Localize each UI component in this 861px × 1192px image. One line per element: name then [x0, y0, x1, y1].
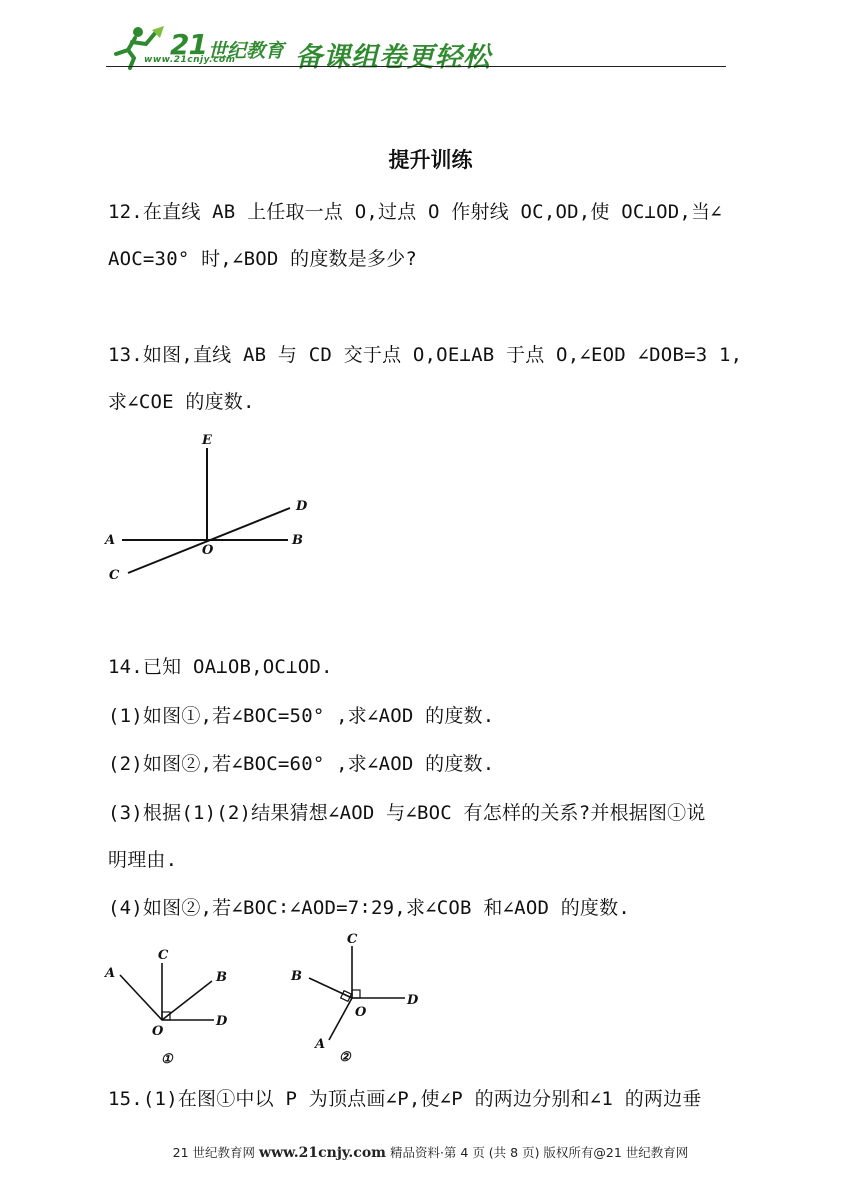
page-footer: [0, 1143, 861, 1161]
logo-brand: 世纪教育: [208, 40, 285, 62]
q12-line-1: 12.在直线 AB 上任取一点 O,过点 O 作射线 OC,OD,使 OC⊥OD,当∠: [108, 201, 722, 223]
label-B: B: [216, 970, 227, 985]
label-A: A: [315, 1037, 326, 1052]
q14-stem: 14.已知 OA⊥OB,OC⊥OD.: [108, 656, 333, 678]
label-C: C: [347, 932, 358, 947]
q15-line-1: 15.(1)在图①中以 P 为顶点画∠P,使∠P 的两边分别和∠1 的两边垂: [108, 1088, 702, 1110]
logo-url: www.21cnjy.com: [144, 55, 236, 65]
ray-OB: [309, 978, 352, 998]
label-B: B: [292, 533, 303, 548]
figure-caption: ②: [339, 1050, 351, 1065]
q14-part-3-line-2: 明理由.: [108, 849, 178, 871]
q14-part-2: (2)如图②,若∠BOC=60° ,求∠AOD 的度数.: [108, 753, 495, 775]
q13-figure: [100, 428, 320, 588]
header-divider: [106, 66, 726, 67]
footer-left: 21 世纪教育网: [172, 1145, 260, 1160]
label-E: E: [202, 433, 212, 448]
label-D: D: [296, 499, 308, 514]
label-A: A: [105, 966, 116, 981]
label-O: O: [355, 1005, 367, 1020]
footer-right: 精品资料·第 4 页 (共 8 页) 版权所有@21 世纪教育网: [385, 1145, 689, 1160]
label-O: O: [152, 1024, 164, 1039]
figure-caption: ①: [161, 1052, 173, 1067]
logo-number: 21: [170, 28, 207, 61]
ray-OA: [329, 998, 352, 1040]
label-A: A: [105, 533, 116, 548]
q13-line-2: 求∠COE 的度数.: [108, 391, 255, 413]
q12-line-2: AOC=30° 时,∠BOD 的度数是多少?: [108, 248, 417, 270]
q14-part-1: (1)如图①,若∠BOC=50° ,求∠AOD 的度数.: [108, 705, 495, 727]
label-C: C: [158, 948, 169, 963]
q13-line-1: 13.如图,直线 AB 与 CD 交于点 O,OE⊥AB 于点 O,∠EOD ∠DOB=3 1,: [108, 344, 743, 366]
label-C: C: [109, 568, 120, 583]
q14-part-3-line-1: (3)根据(1)(2)结果猜想∠AOD 与∠BOC 有怎样的关系?并根据图①说: [108, 802, 706, 824]
header-logo: [108, 24, 528, 72]
label-B: B: [291, 969, 302, 984]
header-slogan: 备课组卷更轻松: [295, 42, 491, 73]
label-D: D: [407, 993, 419, 1008]
label-O: O: [202, 543, 214, 558]
q14-part-4: (4)如图②,若∠BOC∶∠AOD=7∶29,求∠COB 和∠AOD 的度数.: [108, 897, 630, 919]
q14-figure-2: [285, 928, 435, 1070]
footer-url[interactable]: www.21cnjy.com: [259, 1145, 386, 1161]
right-angle-mark: [352, 990, 360, 998]
q14-figure-1: [100, 945, 240, 1070]
ray-OA: [120, 975, 162, 1020]
section-title: 提升训练: [388, 148, 473, 172]
label-D: D: [216, 1014, 228, 1029]
